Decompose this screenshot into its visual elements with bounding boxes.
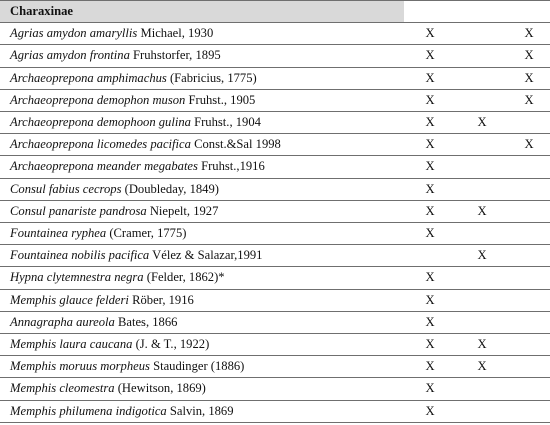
- table-row: [0, 178, 550, 200]
- presence-mark-cell: [508, 112, 550, 134]
- species-cell: [0, 134, 404, 156]
- species-author: Fruhst.,1916: [197, 159, 265, 174]
- species-cell: [0, 67, 404, 89]
- species-cell: [0, 112, 404, 134]
- table-row: [0, 200, 550, 222]
- species-cell: [0, 156, 404, 178]
- species-name: Agrias amydon amaryllis: [10, 26, 138, 41]
- presence-mark-cell: X: [404, 89, 456, 111]
- species-author: Const.&Sal 1998: [190, 137, 281, 152]
- presence-mark-cell: X: [404, 289, 456, 311]
- species-cell: [0, 23, 404, 45]
- presence-mark-cell: [508, 334, 550, 356]
- species-author: Fruhst., 1904: [190, 115, 261, 130]
- presence-mark-cell: X: [508, 89, 550, 111]
- species-name: Archaeoprepona demophon muson: [10, 92, 186, 107]
- presence-mark-cell: X: [456, 356, 508, 378]
- table-row: [0, 245, 550, 267]
- species-author: (J. & T., 1922): [132, 337, 210, 352]
- presence-mark-cell: [508, 289, 550, 311]
- table-row: [0, 23, 550, 45]
- species-author: (Fabricius, 1775): [166, 70, 257, 85]
- table-row: [0, 334, 550, 356]
- presence-mark-cell: X: [456, 112, 508, 134]
- species-author: (Hewitson, 1869): [114, 381, 206, 396]
- table-row: [0, 400, 550, 422]
- presence-mark-cell: [456, 289, 508, 311]
- species-author: Michael, 1930: [137, 26, 214, 41]
- group-header-row: [0, 1, 550, 23]
- species-author: (Felder, 1862)*: [143, 270, 225, 285]
- presence-mark-cell: X: [404, 378, 456, 400]
- species-name: Hypna clytemnestra negra: [10, 270, 144, 285]
- species-author: (Cramer, 1775): [106, 226, 187, 241]
- species-name: Memphis laura caucana: [10, 337, 133, 352]
- group-title: Charaxinae: [0, 1, 404, 23]
- presence-mark-cell: [508, 400, 550, 422]
- header-empty-cell: [508, 1, 550, 23]
- table-row: [0, 67, 550, 89]
- species-name: Fountainea nobilis pacifica: [10, 248, 150, 263]
- species-cell: [0, 311, 404, 333]
- presence-mark-cell: X: [404, 178, 456, 200]
- presence-mark-cell: [456, 400, 508, 422]
- presence-mark-cell: X: [456, 245, 508, 267]
- species-name: Memphis philumena indigotica: [10, 403, 167, 418]
- species-name: Archaeoprepona licomedes pacifica: [10, 137, 191, 152]
- species-cell: [0, 200, 404, 222]
- presence-mark-cell: X: [404, 156, 456, 178]
- presence-mark-cell: [456, 178, 508, 200]
- presence-mark-cell: X: [404, 112, 456, 134]
- presence-mark-cell: X: [508, 134, 550, 156]
- table-row: [0, 289, 550, 311]
- presence-mark-cell: [508, 200, 550, 222]
- species-cell: [0, 356, 404, 378]
- species-cell: [0, 178, 404, 200]
- presence-mark-cell: [404, 245, 456, 267]
- table-row: [0, 356, 550, 378]
- table-row: [0, 223, 550, 245]
- presence-mark-cell: [508, 223, 550, 245]
- presence-mark-cell: X: [508, 45, 550, 67]
- species-table-body: [0, 1, 550, 423]
- presence-mark-cell: [456, 156, 508, 178]
- presence-mark-cell: [456, 267, 508, 289]
- presence-mark-cell: X: [404, 134, 456, 156]
- species-cell: [0, 45, 404, 67]
- table-row: [0, 378, 550, 400]
- presence-mark-cell: X: [404, 23, 456, 45]
- species-author: Salvin, 1869: [166, 403, 234, 418]
- presence-mark-cell: X: [508, 67, 550, 89]
- species-cell: [0, 400, 404, 422]
- species-author: (Doubleday, 1849): [121, 181, 219, 196]
- presence-mark-cell: [456, 67, 508, 89]
- presence-mark-cell: [508, 245, 550, 267]
- species-cell: [0, 223, 404, 245]
- species-author: Fruhstorfer, 1895: [129, 48, 221, 63]
- table-row: [0, 134, 550, 156]
- header-empty-cell: [404, 1, 456, 23]
- presence-mark-cell: X: [456, 200, 508, 222]
- presence-mark-cell: [456, 134, 508, 156]
- presence-mark-cell: [456, 378, 508, 400]
- presence-mark-cell: [456, 223, 508, 245]
- species-author: Niepelt, 1927: [146, 203, 219, 218]
- presence-mark-cell: [508, 378, 550, 400]
- presence-mark-cell: X: [404, 400, 456, 422]
- species-name: Archaeoprepona amphimachus: [10, 70, 167, 85]
- table-row: [0, 156, 550, 178]
- presence-mark-cell: [456, 45, 508, 67]
- species-cell: [0, 267, 404, 289]
- species-cell: [0, 89, 404, 111]
- presence-mark-cell: [508, 356, 550, 378]
- species-name: Fountainea ryphea: [10, 226, 107, 241]
- species-name: Memphis moruus morpheus: [10, 359, 150, 374]
- header-empty-cell: [456, 1, 508, 23]
- presence-mark-cell: X: [404, 334, 456, 356]
- presence-mark-cell: [508, 267, 550, 289]
- table-row: [0, 267, 550, 289]
- species-name: Archaeoprepona demophoon gulina: [10, 115, 191, 130]
- species-name: Memphis cleomestra: [10, 381, 115, 396]
- presence-mark-cell: X: [404, 223, 456, 245]
- presence-mark-cell: [508, 156, 550, 178]
- species-name: Memphis glauce felderi: [10, 292, 129, 307]
- presence-mark-cell: [456, 311, 508, 333]
- species-author: Bates, 1866: [114, 314, 178, 329]
- presence-mark-cell: [508, 311, 550, 333]
- species-name: Consul panariste pandrosa: [10, 203, 147, 218]
- presence-mark-cell: X: [404, 67, 456, 89]
- table-row: [0, 89, 550, 111]
- species-author: Röber, 1916: [128, 292, 194, 307]
- species-name: Agrias amydon frontina: [10, 48, 130, 63]
- species-author: Fruhst., 1905: [185, 92, 256, 107]
- species-cell: [0, 245, 404, 267]
- table-row: [0, 45, 550, 67]
- presence-mark-cell: X: [404, 45, 456, 67]
- table-row: [0, 112, 550, 134]
- presence-mark-cell: [456, 89, 508, 111]
- presence-mark-cell: X: [404, 267, 456, 289]
- presence-mark-cell: X: [404, 200, 456, 222]
- species-cell: [0, 334, 404, 356]
- presence-mark-cell: [456, 23, 508, 45]
- species-cell: [0, 378, 404, 400]
- presence-mark-cell: X: [404, 356, 456, 378]
- presence-mark-cell: X: [508, 23, 550, 45]
- species-name: Annagrapha aureola: [10, 314, 115, 329]
- species-cell: [0, 289, 404, 311]
- presence-mark-cell: [508, 178, 550, 200]
- species-name: Consul fabius cecrops: [10, 181, 122, 196]
- presence-mark-cell: X: [456, 334, 508, 356]
- species-author: Vélez & Salazar,1991: [149, 248, 263, 263]
- table-row: [0, 311, 550, 333]
- species-name: Archaeoprepona meander megabates: [10, 159, 198, 174]
- species-author: Staudinger (1886): [149, 359, 245, 374]
- presence-mark-cell: X: [404, 311, 456, 333]
